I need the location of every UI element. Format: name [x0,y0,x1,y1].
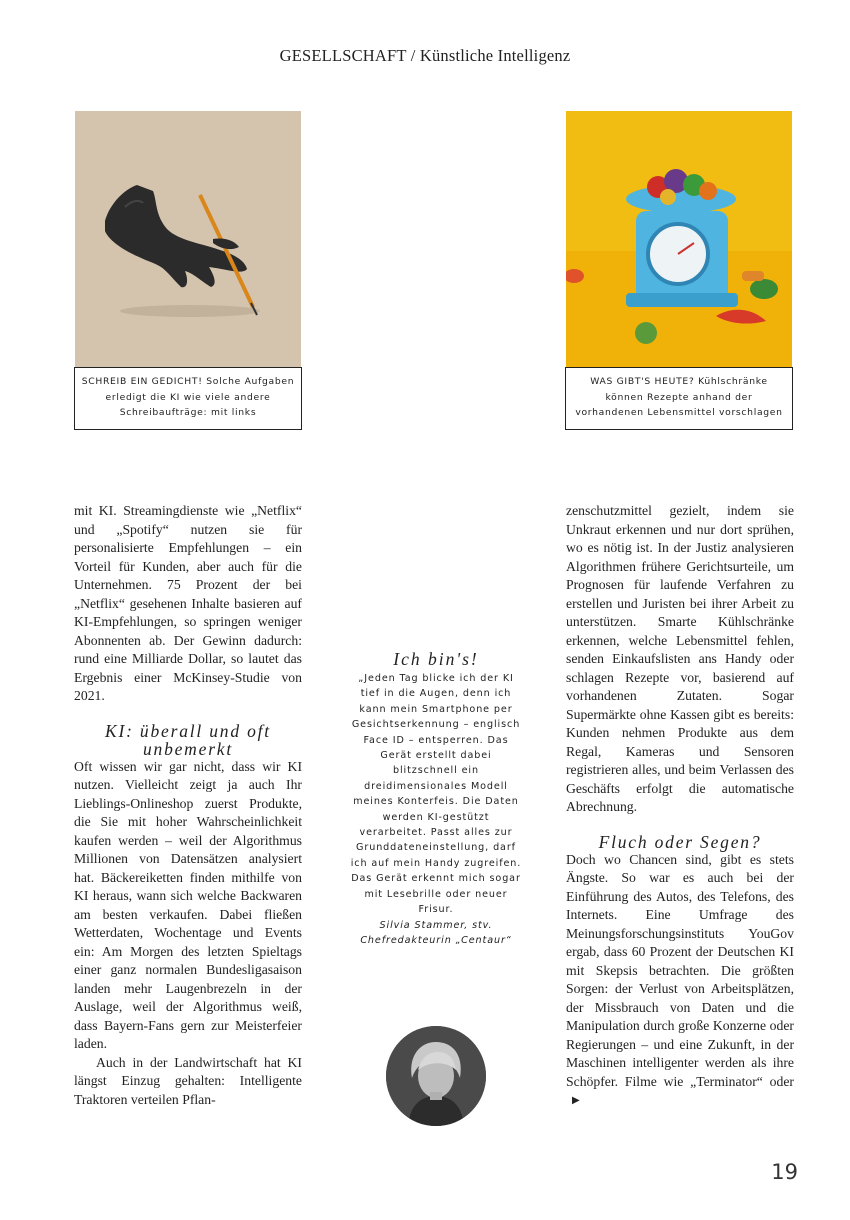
quote-box [350,648,522,948]
article-paragraph: zenschutzmittel gezielt, indem sie Unkraut erkennen und nur dort sprühen, wo es nötig ist. In der Justiz analysieren Algorithmen frühere Gerichtsurteile, um Prognosen für laufende Verfahren zu erstellen und Juristen bei ihrer Arbeit zu unterstützen. Smarte Kühlschränke erkennen, welche Lebensmittel fehlen, senden Einkaufslisten ans Handy oder schlagen Rezepte vor, basierend auf vorhandenen Zutaten. Sogar Supermärkte ohne Kassen gibt es bereits: Kunden nehmen Produkte aus dem Regal, Kameras und Sensoren registrieren alles, und beim Verlassen des Geschäfts erfolgt die automatische Abrechnung. [566,503,794,814]
photo-caption-right: WAS GIBT'S HEUTE? Kühlschränke können Rezepte anhand der vorhandenen Lebensmittel vorschlagen [565,367,793,430]
photo-kitchen-scale [566,111,792,367]
article-column-left [74,502,302,1109]
photo-caption-left: SCHREIB EIN GEDICHT! Solche Aufgaben erledigt die KI wie viele andere Schreibaufträge: mit links [74,367,302,430]
article-subheading: Fluch oder Segen? [598,831,762,852]
hand-pencil-illustration [75,111,301,367]
article-paragraph: Oft wissen wir gar nicht, dass wir KI nutzen. Vielleicht zeigt ja auch Ihr Lieblings-Onlineshop zuerst Produkte, die Sie mit hoher Wahrscheinlichkeit kaufen werden – weil der Algorithmus Millionen von Datensätzen analysiert hat. Bäckereiketten finden mithilfe von KI heraus, wann sich welche Backwaren am besten verkaufen. Dabei fließen Wetterdaten, Wochentage und Events ein: Am Morgen des letzten Spieltags einer ganz normalen Bundesligasaison landen mehr Laugenbrezeln in der Auslage, weil der Algorithmus weiß, dass Bayern-Fans gern zur Meisterfeier laden. [74,758,302,1051]
quote-text: „Jeden Tag blicke ich der KI tief in die Augen, denn ich kann mein Smartphone per Gesichtserkennung – englisch Face ID – entsperren. Das Gerät erstellt dabei blitzschnell ein dreidimensionales Modell meines Konterfeis. Die Daten werden KI-gestützt verarbeitet. Passt alles zur Grunddateneinstellung, darf ich auf mein Handy zugreifen. Das Gerät erkennt mich sogar mit Lesebrille oder neuer Frisur. [350,673,522,916]
section-header: GESELLSCHAFT / Künstliche Intelligenz [279,46,571,65]
portrait-illustration [386,1026,486,1126]
article-subheading: KI: überall und oft unbemerkt [105,720,271,759]
photo-hand-pencil [75,111,301,367]
kitchen-scale-illustration [566,111,792,367]
article-paragraph-text: Doch wo Chancen sind, gibt es stets Ängste. So war es auch bei der Einführung des Autos, des Telefons, des Internets. Eine Umfrage des Meinungsforschungsinstituts YouGov ergab, dass 60 Prozent der Deutschen KI mit Skepsis betrachten. Die größten Sorgen: der Verlust von Arbeitsplätzen, der Missbrauch von Daten und die Manipulation durch große Konzerne oder Regierungen – und eine Zukunft, in der Maschinen intelligenter werden als ihre Schöpfer. Filme wie „Terminator“ oder [566,851,794,1089]
article-paragraph: mit KI. Streamingdienste wie „Netflix“ und „Spotify“ nutzen sie für personalisierte Empfehlungen – ein Vorteil für Kunden, aber auch für die Unternehmen. 75 Prozent der bei „Netflix“ gesehenen Inhalte basieren auf KI-Empfehlungen, so springen weniger Abonnenten ab. Der Gewinn dadurch: rund eine Milliarde Dollar, so lautet das Ergebnis einer McKinsey-Studie von 2021. [74,503,302,703]
page-number: 19 [771,1160,798,1184]
quote-author: Silvia Stammer, stv. Chefredakteurin „Centaur“ [360,919,512,946]
article-paragraph: Auch in der Landwirtschaft hat KI längst Einzug gehalten: Intelligente Traktoren verteilen Pflan- [74,1054,302,1107]
article-paragraph [566,851,794,1111]
quote-title: Ich bin's! [393,649,479,669]
triangle-right-icon: ▶ [572,1095,580,1106]
author-portrait [386,1026,486,1126]
article-column-right [566,502,794,1111]
